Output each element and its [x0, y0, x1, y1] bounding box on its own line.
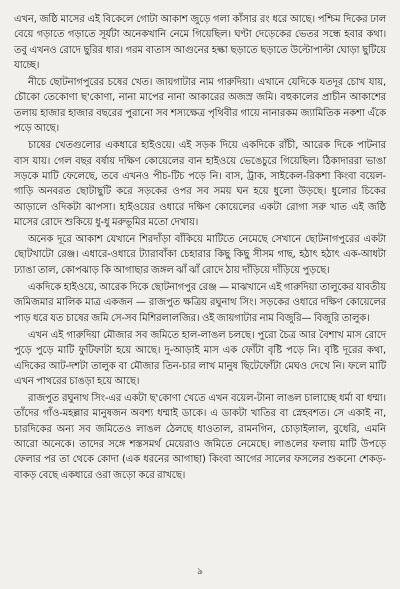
paragraph-3: চাষের খেতগুলোর একধারে হাইওয়ে। এই সড়ক দিয়ে একদিকে রাঁচী, আরেক দিকে পাটনার বাস যায়। গেল বছর বর্ষায় দক্ষিণ কোয়েলের বান হাইওয়ে ভেঙেচুরে গিয়েছিল। ঠিকাদাররা ভাঙা সড়কে মাটি ফেলেছে, তবে এখনও পীচ-টিচ পড়ে নি। বাস, ট্রাক, সাইকেল-রিকশা কিংবা বয়েল-গাড়ি অনবরত ছোটাছুটি করে সড়কের ওপর সব সময় ঘন হয়ে ধুলো উড়ছে। ধুলোর চিকের আড়ালে ওদিকটা ঝাপসা। হাইওয়ের ওধারে দক্ষিণ কোয়েলের একটা রোগা সরু খাত এই জষ্ঠি মাসের রোদে শুকিয়ে ধু-ধু মরুভূমির মতো দেখায়। — [14, 140, 386, 228]
paragraph-6: এখন এই গারুদিয়া মৌজার সব জমিতে হাল-লাঙল চলছে। পুরো চৈত্র আর বৈশাখ মাস রোদে পুড়ে পুড়ে মাটি ফুটিফাটা হয়ে আছে। দু-আড়াই মাস এক ফোঁটা বৃষ্টি পড়ে নি। বৃষ্টি দূরের কথা, এদিকের আট-দশটা তালুক বা মৌজার তিন-চার লাখ মানুষ ছিটেফোঁটা মেঘও দেখে নি। ফলে মাটি এখন পাথরের চাঙড়া হয়ে আছে। — [14, 329, 386, 387]
paragraph-7: রাজপুত রঘুনাথ সিং-এর একটা ছ'কোণা খেতে এখন বয়েল-টানা লাঙল চালাচ্ছে ধর্মা বা ধম্মা। তাঁদের গাঁও-মহল্লার মানুষজন অবশ্য ধম্মাই ডাকে। এ ডাকটা খাতির বা স্নেহবশত। সে একাই না, চারদিকের অন্য সব জমিতেও লাঙল ঠেলছে ধাওতাল, রামনগিন, চোড়াইলাল, বুধেরি, এমনি আরো অনেকে। তাদের সঙ্গে শস্তসমর্থ মেয়েরাও জমিতে নেমেছে। লাঙলের ফলায় মাটি উপড়ে ফেলার পর তা থেকে কোদা (এক ধরনের আগাছা) কিংবা আগের সালের ফসলের শুকনো শেকড়-বাকড় বেছে একধারে ওরা জড়ো করে রাখছে। — [14, 393, 386, 481]
paragraph-1: এখন, জষ্ঠি মাসের এই বিকেলে গোটা আকাশ জুড়ে গলা কাঁসার রং ধরে আছে। পশ্চিম দিকের ঢাল বেয়ে গড়াতে গড়াতে সূর্যটা অনেকখানি নেমে গিয়েছিল। ঘণ্টা দেড়েকের ভেতর সন্ধে হবার কথা। তবু এখনও রোদে ছুরির ধার। গরম বাতাস আগুনের হল্কা ছড়াতে ছড়াতে উল্টোপাল্টা ঘোড়া ছুটিয়ে যাচ্ছে। — [14, 14, 386, 71]
paragraph-2: নীচে ছোটনাগপুরের চষের খেত। জায়গাটার নাম গারুদিয়া। এখানে যেদিকে যতদূর চোখ যায়, চৌকো তেকোণা ছ'কোণা, নানা মাপের নানা আকারের অজস্র জমি। বহুকালের প্রাচীন আকাশের তলায় হাজার হাজার বছরের পুরানো সব শস্যক্ষেত্র পৃথিবীর গায়ে নানারকম জ্যামিতিক নকশা এঁকে পড়ে আছে। — [14, 77, 386, 135]
paragraph-5: একদিকে হাইওয়ে, আরেক দিকে ছোটনাগপুর রেঞ্জ — মাঝখানে এই গারুদিয়া তালুকের যাবতীয় জমিজমার মালিক মাত্র একজন — রাজপুত ক্ষত্রিয় রঘুনাথ সিং। সড়কের ওধারে দক্ষিণ কোয়েলের পাড় ধরে যত চাষের জমি সে-সব মিশিরলালজির। ওই জায়গাটার নাম বিজুরি— বিজুরি তালুক। — [14, 282, 386, 324]
page-number: ৯ — [197, 567, 203, 577]
paragraph-4: অনেক দূরে আকাশ যেখানে শিরদাঁড়া বাঁকিয়ে মাটিতে নেমেছে সেখানে ছোটনাগপুরের একটা ছোটখাটো রেঞ্জ। এধারে-ওধারে ট্যারাবাঁকা চেহারার কিছু কিছু সীসম গাছ, হঠাৎ হঠাৎ এক-আধটা ঢ্যাঙা তাল, কোপঝাড় কি আগাছার জঙ্গল ঝাঁ ঝাঁ রোদে ঠায় দাঁড়িয়ে দাঁড়িয়ে পুড়ছে। — [14, 234, 386, 276]
